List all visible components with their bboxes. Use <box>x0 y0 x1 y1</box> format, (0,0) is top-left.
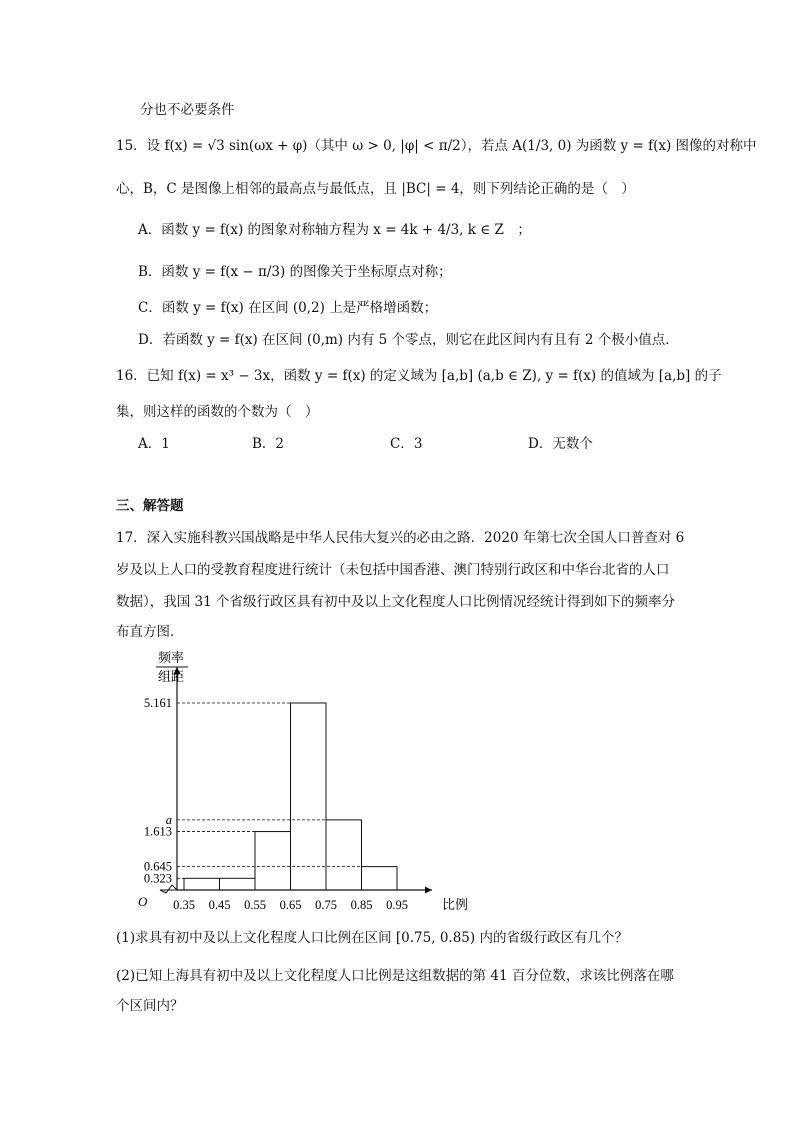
x-tick-label: 0.55 <box>244 898 266 912</box>
y-tick-label: 1.613 <box>143 824 172 839</box>
histogram-bar <box>255 832 291 890</box>
histogram-bar <box>184 878 220 890</box>
histogram-bar <box>291 703 327 890</box>
q15-option-c: C．函数 y = f(x) 在区间 (0,2) 上是严格增函数； <box>138 300 438 316</box>
q17-line3: 数据），我国 31 个省级行政区具有初中及以上文化程度人口比例情况经统计得到如下的频率分 <box>116 594 676 610</box>
x-tick-label: 0.85 <box>350 898 373 912</box>
x-tick-label: 0.75 <box>315 898 337 912</box>
y-tick-label: 0.645 <box>143 859 172 874</box>
q15-option-b: B．函数 y = f(x − π/3) 的图像关于坐标原点对称； <box>138 264 452 280</box>
q17-line1: 17．深入实施科教兴国战略是中华人民伟大复兴的必由之路．2020 年第七次全国人口普查对 6 <box>116 530 685 546</box>
histogram-bar <box>220 878 256 890</box>
q15-line1: 15．设 f(x) = √3 sin(ωx + φ)（其中 ω > 0, |φ| < π/2），若点 A(1/3, 0) 为函数 y = f(x) 图像的对称中 <box>116 138 757 154</box>
y-tick-label: a <box>165 812 172 827</box>
q17-sub2-line2: 个区间内？ <box>116 998 184 1014</box>
x-tick-label: 0.65 <box>279 898 302 912</box>
q17-sub2-line1: (2)已知上海具有初中及以上文化程度人口比例是这组数据的第 41 百分位数，求该比例落在哪 <box>116 968 674 984</box>
q17-sub1: (1)求具有初中及以上文化程度人口比例在区间 [0.75, 0.85) 内的省级行政区有几个？ <box>116 930 628 946</box>
histogram-bar <box>326 820 362 890</box>
q16-option-a: A．1 <box>138 436 170 452</box>
axis-break <box>160 885 177 893</box>
q15-option-a: A．函数 y = f(x) 的图象对称轴方程为 x = 4k + 4/3, k ∈ Z ； <box>138 222 531 238</box>
x-tick-label: 0.45 <box>208 898 231 912</box>
section-title: 三、解答题 <box>116 498 184 514</box>
histogram <box>0 645 794 925</box>
origin-label: O <box>138 894 148 909</box>
x-tick-label: 0.35 <box>173 898 195 912</box>
q16-line2: 集，则这样的函数的个数为（ ） <box>116 404 319 420</box>
q16-option-d: D．无数个 <box>528 436 593 452</box>
q16-option-b: B．2 <box>252 436 285 452</box>
q14-tail: 分也不必要条件 <box>140 102 235 118</box>
y-axis-label-bottom: 组距 <box>158 669 185 684</box>
q17-line2: 岁及以上人口的受教育程度进行统计（未包括中国香港、澳门特别行政区和中华台北省的人口 <box>116 562 670 578</box>
q16-line1: 16．已知 f(x) = x³ − 3x，函数 y = f(x) 的定义域为 [a,b] (a,b ∈ Z), y = f(x) 的值域为 [a,b] 的子 <box>116 368 722 384</box>
x-axis-label: 比例 <box>442 897 469 912</box>
x-tick-label: 0.95 <box>386 898 408 912</box>
q15-option-d: D．若函数 y = f(x) 在区间 (0,m) 内有 5 个零点，则它在此区间内有且有 2 个极小值点． <box>138 332 679 348</box>
y-tick-label: 0.323 <box>143 871 172 886</box>
y-axis-label-top: 频率 <box>158 650 185 665</box>
y-tick-label: 5.161 <box>143 696 172 710</box>
q15-line2: 心，B，C 是图像上相邻的最高点与最低点，且 |BC| = 4，则下列结论正确的是（ ） <box>116 181 635 197</box>
q16-option-c: C．3 <box>390 436 423 452</box>
histogram-bar <box>362 867 398 890</box>
q17-line4: 布直方图． <box>116 624 184 640</box>
